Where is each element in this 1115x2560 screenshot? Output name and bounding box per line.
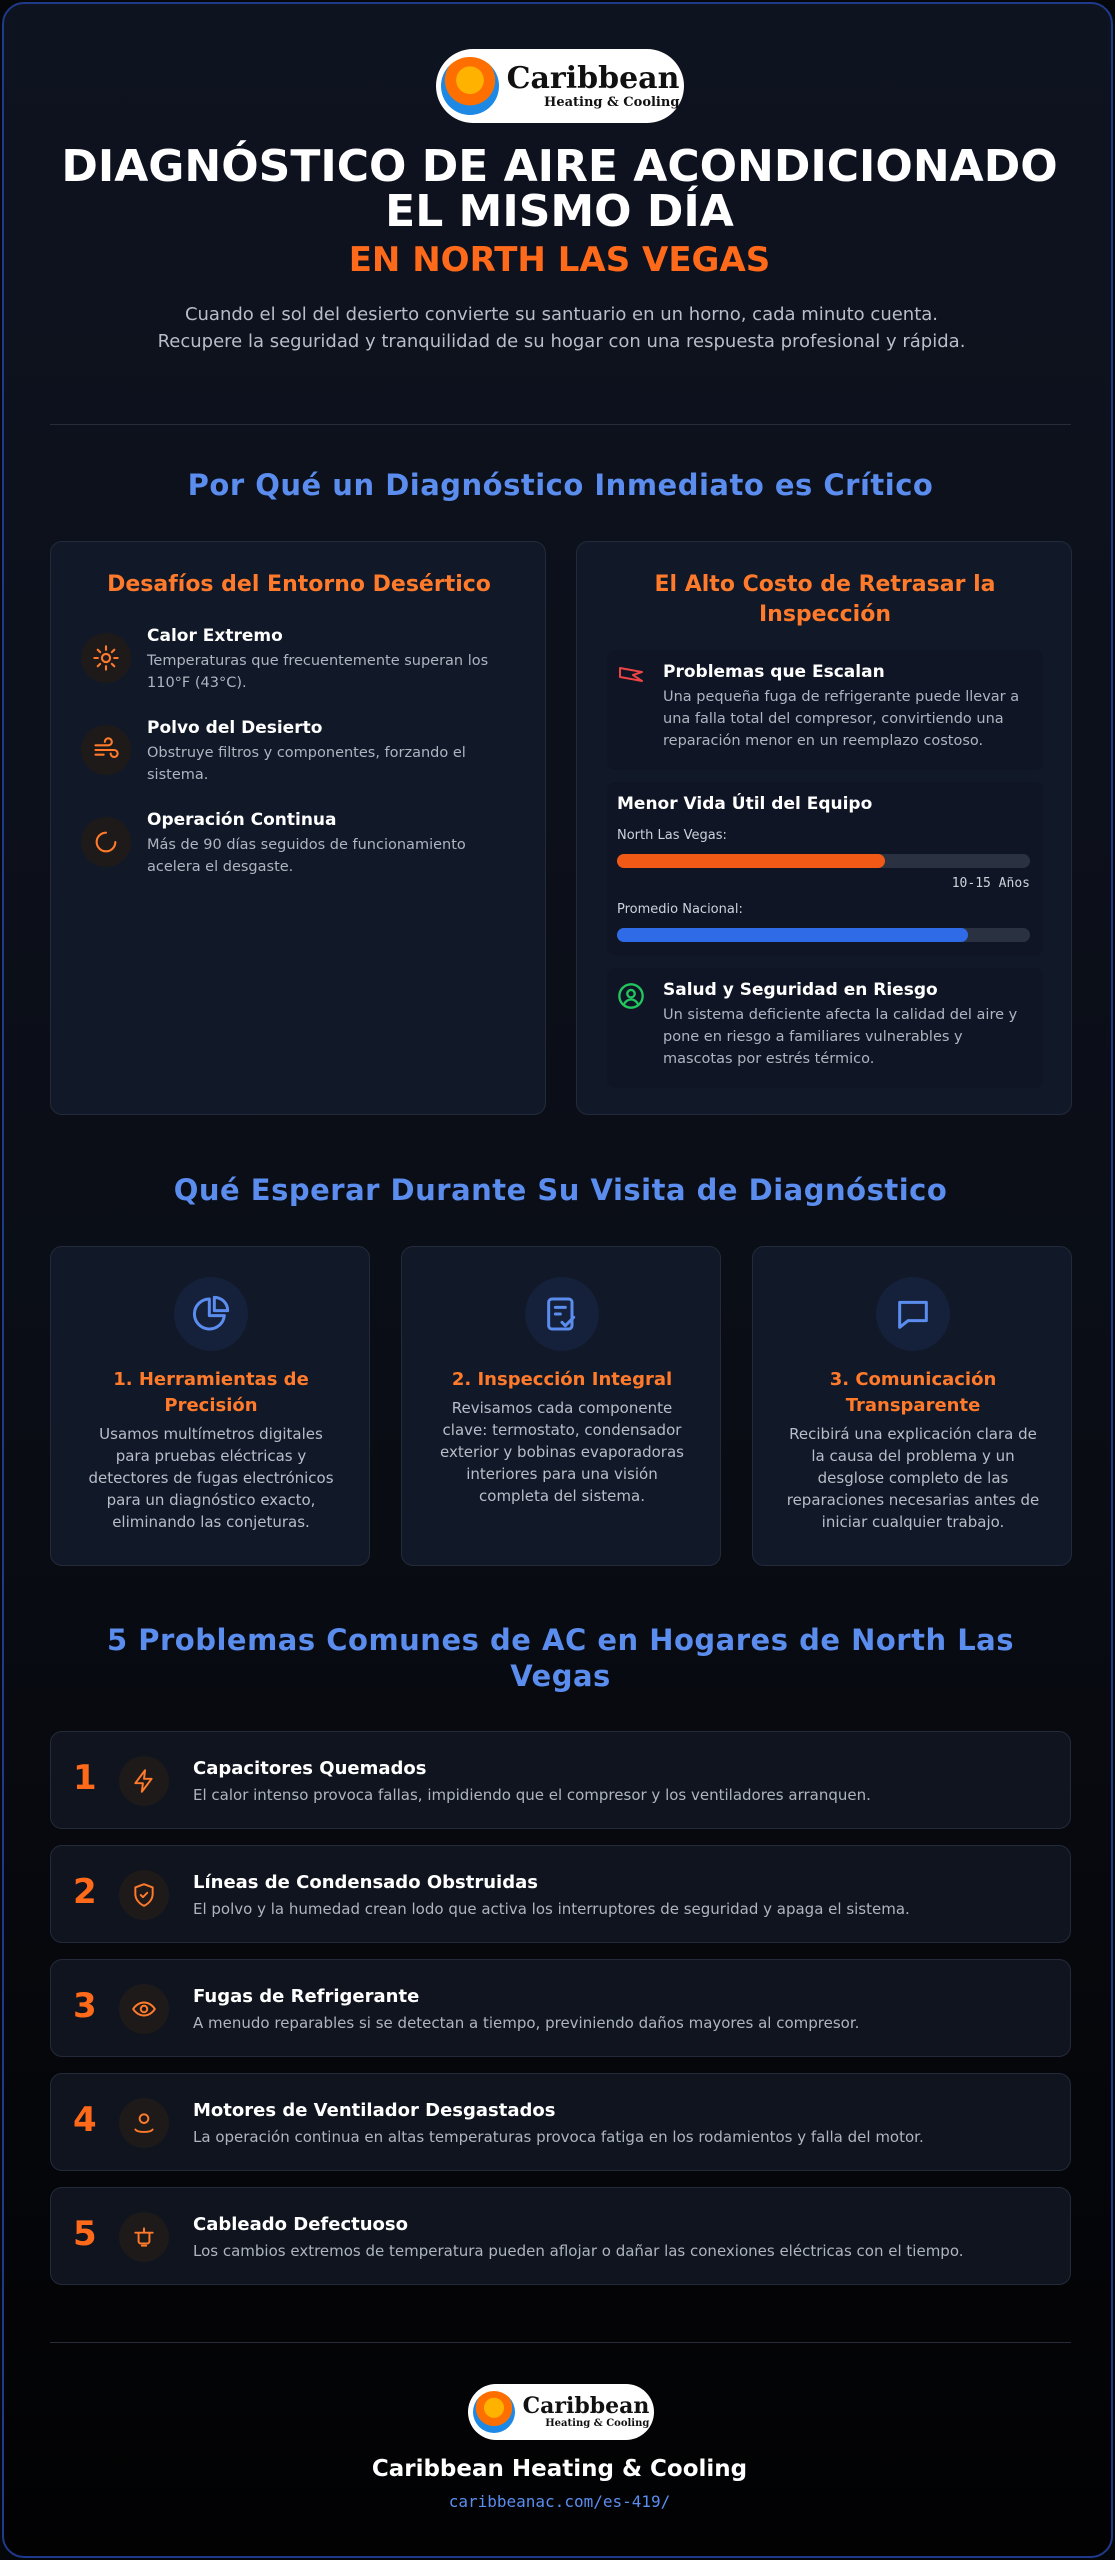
step-title: 2. Inspección Integral (451, 1369, 673, 1390)
chat-icon (876, 1277, 950, 1351)
desert-item-title: Calor Extremo (147, 626, 283, 646)
shield-check-icon (119, 1870, 169, 1920)
problems-title-line1: 5 Problemas Comunes de AC en Hogares de North Las (106, 1623, 1015, 1657)
sun-icon (81, 633, 131, 683)
logo-name: Caribbean (506, 60, 680, 96)
header-logo[interactable] (436, 49, 684, 123)
lightning-icon (119, 1756, 169, 1806)
problem-desc: Los cambios extremos de temperatura pueden aflojar o dañar las conexiones eléctricas con el tiempo. (193, 2242, 964, 2260)
desert-item-desc: Temperaturas que frecuentemente superan los 110°F (43°C). (147, 653, 489, 691)
problem-number: 2 (73, 1872, 97, 1912)
escalate-desc: Una pequeña fuga de refrigerante puede llevar a una falla total del compresor, convirtiendo una reparación menor en un reemplazo costoso. (663, 689, 1020, 749)
problem-title: Fugas de Refrigerante (193, 1986, 420, 2007)
page-frame (2, 2, 1113, 2558)
logo-sun-icon (473, 2391, 515, 2433)
pie-chart-icon (174, 1277, 248, 1351)
desert-item-title: Operación Continua (147, 810, 337, 830)
checklist-icon (525, 1277, 599, 1351)
logo-subname: Heating & Cooling (544, 94, 680, 110)
step-card (401, 1246, 721, 1566)
lifespan-bar-label: North Las Vegas: (617, 828, 727, 843)
hero-title-line3: EN NORTH LAS VEGAS (348, 240, 771, 280)
problem-item (50, 2187, 1071, 2285)
health-panel (607, 968, 1043, 1088)
problem-title: Capacitores Quemados (193, 1758, 427, 1779)
problem-title: Motores de Ventilador Desgastados (193, 2100, 556, 2121)
problem-desc: A menudo reparables si se detectan a tiempo, previniendo daños mayores al compresor. (193, 2014, 860, 2032)
divider (50, 2342, 1071, 2343)
problem-item (50, 1845, 1071, 1943)
problems-title-line2: Vegas (510, 1659, 611, 1693)
hero-lead: Cuando el sol del desierto convierte su santuario en un horno, cada minuto cuenta. Recupere la seguridad y tranquilidad de su hogar con una respuesta profesional y rápida. (157, 304, 966, 352)
lifespan-bar-label: Promedio Nacional: (617, 902, 743, 917)
cost-card-title: El Alto Costo de Retrasar la Inspección (654, 572, 996, 627)
lifespan-bar-track (617, 928, 1030, 942)
problem-number: 1 (73, 1758, 97, 1798)
wind-icon (81, 725, 131, 775)
desert-card-title: Desafíos del Entorno Desértico (107, 572, 491, 597)
lifespan-bar-fill (617, 928, 968, 942)
lifespan-bar-track (617, 854, 1030, 868)
problem-desc: El calor intenso provoca fallas, impidiendo que el compresor y los ventiladores arranquen. (193, 1786, 871, 1804)
why-title: Por Qué un Diagnóstico Inmediato es Crítico (187, 468, 934, 502)
problem-number: 5 (73, 2214, 97, 2254)
problem-item (50, 2073, 1071, 2171)
problem-title: Líneas de Condensado Obstruidas (193, 1872, 538, 1893)
logo-name: Caribbean (522, 2393, 650, 2419)
problem-item (50, 1959, 1071, 2057)
footer-company: Caribbean Heating & Cooling (371, 2456, 748, 2482)
escalate-panel (607, 650, 1043, 770)
user-circle-icon (617, 982, 645, 1014)
problem-title: Cableado Defectuoso (193, 2214, 409, 2235)
divider (50, 424, 1071, 425)
lifespan-bar-value: 10-15 Años (951, 876, 1030, 891)
visit-title: Qué Esperar Durante Su Visita de Diagnóstico (173, 1173, 948, 1207)
hero-title-line2: EL MISMO DÍA (385, 186, 734, 237)
step-card (50, 1246, 370, 1566)
health-desc: Un sistema deficiente afecta la calidad del aire y pone en riesgo a familiares vulnerables y mascotas por estrés térmico. (663, 1007, 1018, 1067)
step-card (752, 1246, 1072, 1566)
step-title: 3. Comunicación Transparente (829, 1369, 997, 1416)
lifespan-bar-fill (617, 854, 885, 868)
logo-sun-icon (441, 57, 499, 115)
problem-number: 3 (73, 1986, 97, 2026)
fan-motor-icon (119, 2098, 169, 2148)
cycle-icon (81, 817, 131, 867)
desert-item-desc: Más de 90 días seguidos de funcionamiento acelera el desgaste. (147, 837, 466, 875)
problem-desc: El polvo y la humedad crean lodo que activa los interruptores de seguridad y apaga el sistema. (193, 1900, 910, 1918)
step-desc: Recibirá una explicación clara de la causa del problema y un desglose completo de las reparaciones necesarias antes de iniciar cualquier trabajo. (786, 1425, 1040, 1531)
hero-title-line1: DIAGNÓSTICO DE AIRE ACONDICIONADO (61, 141, 1058, 192)
eye-icon (119, 1984, 169, 2034)
step-desc: Revisamos cada componente clave: termostato, condensador exterior y bobinas evaporadoras interiores para una visión completa del sistema. (440, 1399, 684, 1505)
desert-item-title: Polvo del Desierto (147, 718, 323, 738)
cost-card (576, 541, 1072, 1115)
footer-logo[interactable] (468, 2384, 654, 2440)
footer-link[interactable]: caribbeanac.com/es-419/ (448, 2492, 671, 2511)
desert-card (50, 541, 546, 1115)
lifespan-title: Menor Vida Útil del Equipo (617, 794, 873, 814)
wiring-icon (119, 2212, 169, 2262)
logo-subname: Heating & Cooling (545, 2418, 650, 2429)
desert-item-desc: Obstruye filtros y componentes, forzando el sistema. (147, 745, 466, 783)
health-title: Salud y Seguridad en Riesgo (663, 980, 938, 1000)
step-title: 1. Herramientas de Precisión (113, 1369, 309, 1416)
problem-number: 4 (73, 2100, 97, 2140)
broken-flag-icon (617, 664, 645, 692)
escalate-title: Problemas que Escalan (663, 662, 885, 682)
step-desc: Usamos multímetros digitales para pruebas eléctricas y detectores de fugas electrónicos para un diagnóstico exacto, eliminando las conjeturas. (88, 1425, 334, 1531)
lifespan-panel (607, 782, 1043, 956)
problem-desc: La operación continua en altas temperaturas provoca fatiga en los rodamientos y falla del motor. (193, 2128, 924, 2146)
problem-item (50, 1731, 1071, 1829)
